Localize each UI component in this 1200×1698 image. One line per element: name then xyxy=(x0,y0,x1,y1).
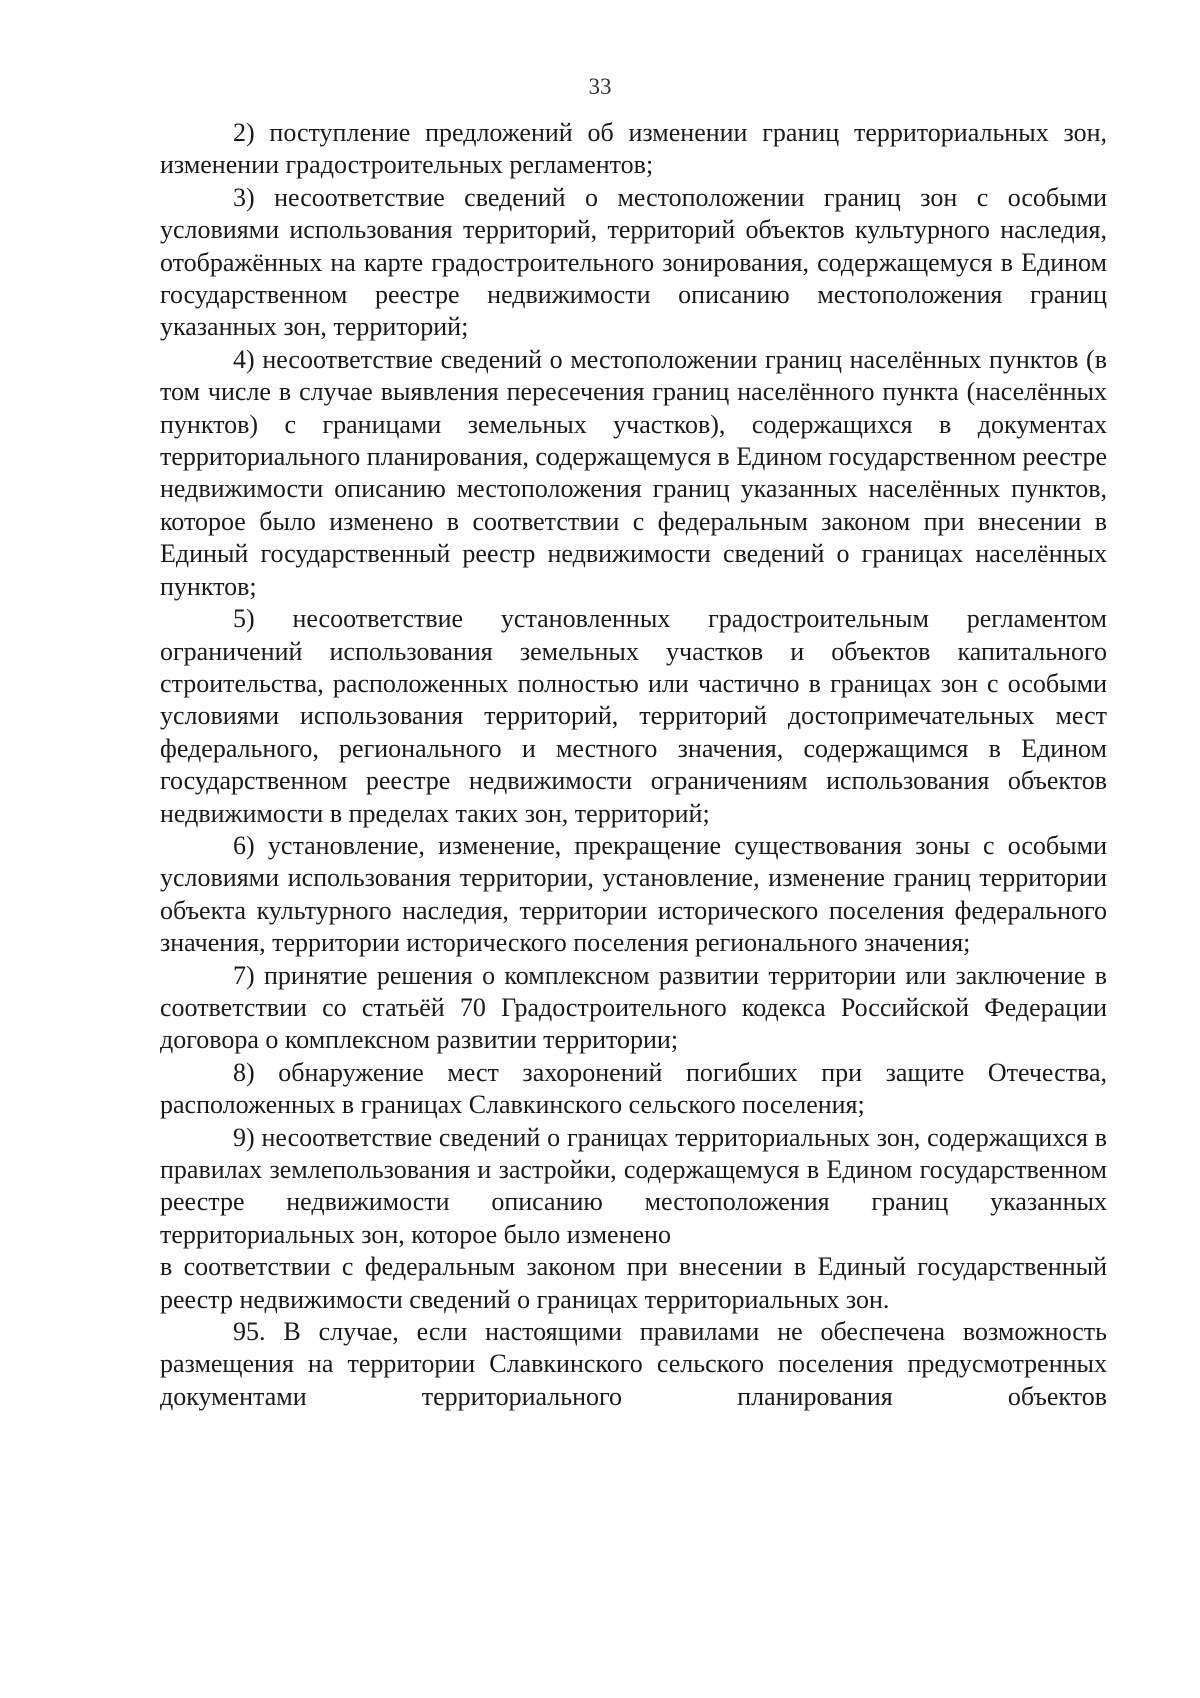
list-item-7: 7) принятие решения о комплексном развитии территории или заключение в соответствии со статьёй 70 Градостроительного кодекса Российской Федерации договора о комплексном развитии территории; xyxy=(160,960,1107,1055)
list-item-2: 2) поступление предложений об изменении границ территориальных зон, изменении градостроительных регламентов; xyxy=(160,118,1107,180)
section-95: 95. В случае, если настоящими правилами не обеспечена возможность размещения на территории Славкинского сельского поселения предусмотренных документами территориального планирования объектов xyxy=(160,1317,1107,1411)
list-item-5: 5) несоответствие установленных градостроительным регламентом ограничений использования земельных участков и объектов капитального строительства, расположенных полностью или частично в границах зон с особыми условиями использования территорий, территорий достопримечательных мест федерального, регионального и местного значения, содержащимся в Едином государственном реестре недвижимости ограничениям использования объектов недвижимости в пределах таких зон, территорий; xyxy=(160,604,1107,828)
list-item-3: 3) несоответствие сведений о местоположении границ зон с особыми условиями использования территорий, территорий объектов культурного наследия, отображённых на карте градостроительного зонирования, содержащемуся в Едином государственном реестре недвижимости описанию местоположения границ указанных зон, территорий; xyxy=(160,182,1107,342)
list-item-4: 4) несоответствие сведений о местоположении границ населённых пунктов (в том числе в случае выявления пересечения границ населённого пункта (населённых пунктов) с границами земельных участков), содержащихся в документах территориального планирования, содержащемуся в Едином государственном реестре недвижимости описанию местоположения границ указанных населённых пунктов, которое было изменено в соответствии с федеральным законом при внесении в Единый государственный реестр недвижимости сведений о границах населённых пунктов; xyxy=(160,344,1107,601)
list-item-9: 9) несоответствие сведений о границах территориальных зон, содержащихся в правилах землепользования и застройки, содержащемуся в Едином государственном реестре недвижимости описанию местоположения границ указанных территориальных зон, которое было изменено xyxy=(160,1122,1107,1249)
list-item-9-continuation: в соответствии с федеральным законом при внесении в Единый государственный реестр недвижимости сведений о границах территориальных зон. xyxy=(160,1252,1107,1314)
page-number: 33 xyxy=(588,74,612,99)
list-item-6: 6) установление, изменение, прекращение существования зоны с особыми условиями использования территории, установление, изменение границ территории объекта культурного наследия, территории исторического поселения федерального значения, территории исторического поселения регионального значения; xyxy=(160,830,1107,958)
list-item-8: 8) обнаружение мест захоронений погибших при защите Отечества, расположенных в границах Славкинского сельского поселения; xyxy=(160,1057,1107,1120)
document-body xyxy=(160,117,1107,1413)
